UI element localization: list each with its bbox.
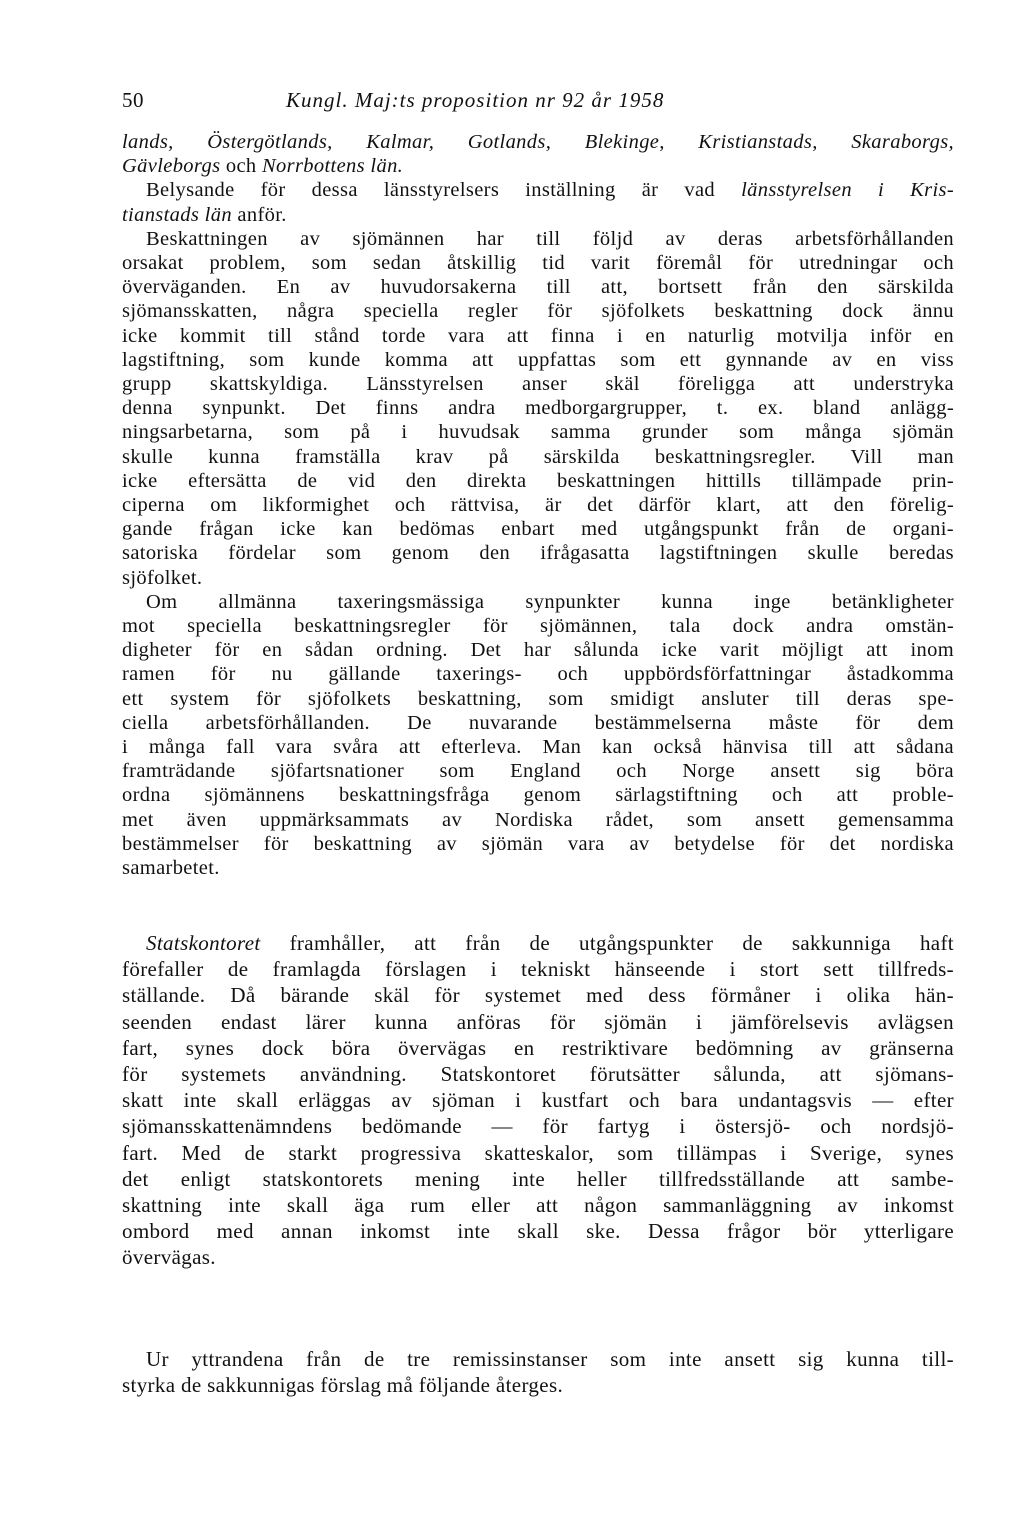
text-line: [122, 1035, 954, 1061]
text-line: [122, 372, 954, 396]
text-run: tianstads län: [122, 203, 232, 226]
text-run: samarbetet.: [122, 857, 220, 880]
text-line: [122, 1192, 954, 1218]
text-run: och: [220, 155, 263, 178]
text-line: [122, 445, 954, 469]
text-line: [122, 1166, 954, 1192]
text-run: Norrbottens län.: [262, 155, 404, 178]
text-run: fart. Med de starkt progressiva skatteskalor, som tillämpas i Sverige, synes: [122, 1140, 954, 1165]
text-line: [122, 808, 954, 832]
text-line: [122, 1346, 954, 1372]
text-run: orsakat problem, som sedan åtskillig tid varit föremål för utredningar och: [122, 252, 954, 275]
text-run: framhåller, att från de utgångspunkter de sakkunniga haft: [260, 931, 954, 955]
text-run: ett system för sjöfolkets beskattning, som smidigt ansluter till deras spe-: [122, 687, 954, 710]
text-line: [122, 493, 954, 517]
text-run: för systemets användning. Statskontoret förutsätter sålunda, att sjömans-: [122, 1062, 954, 1087]
body-section-3: [122, 1346, 954, 1398]
text-line: [122, 1087, 954, 1113]
text-run: gande frågan icke kan bedömas enbart med utgångspunkt från de organi-: [122, 518, 954, 541]
text-line: [122, 299, 954, 323]
text-line: [122, 566, 954, 590]
text-line: [122, 783, 954, 807]
text-line: [122, 420, 954, 444]
text-run: Ur yttrandena från de tre remissinstanser som inte ansett sig kunna till-: [146, 1347, 954, 1371]
text-run: överväganden. En av huvudorsakerna till att, bortsett från den särskilda: [122, 276, 954, 299]
text-run: lagstiftning, som kunde komma att uppfattas som ett gynnande av en viss: [122, 348, 954, 371]
text-line: [122, 1140, 954, 1166]
text-run: ombord med annan inkomst inte skall ske. Dessa frågor bör ytterligare: [122, 1219, 954, 1244]
text-run: ciella arbetsförhållanden. De nuvarande bestämmelserna måste för dem: [122, 711, 954, 734]
text-line: [122, 856, 954, 880]
text-run: bestämmelser för beskattning av sjömän vara av betydelse för det nordiska: [122, 832, 954, 855]
text-line: [122, 324, 954, 348]
text-line: [122, 1218, 954, 1244]
text-run: icke eftersätta de vid den direkta beskattningen hittills tillämpade prin-: [122, 469, 954, 492]
text-line: [122, 930, 954, 956]
text-line: [122, 590, 954, 614]
text-run: förefaller de framlagda förslagen i tekniskt hänseende i stort sett tillfreds-: [122, 957, 954, 982]
text-line: [122, 956, 954, 982]
text-run: skulle kunna framställa krav på särskilda beskattningsregler. Vill man: [122, 445, 954, 468]
body-section-1: [122, 130, 954, 880]
running-title: Kungl. Maj:ts proposition nr 92 år 1958: [286, 88, 665, 112]
text-line: [122, 687, 954, 711]
text-run: satoriska fördelar som genom den ifrågasatta lagstiftningen skulle beredas: [122, 542, 954, 565]
text-run: icke kommit till stånd torde vara att finna i en naturlig motvilja inför en: [122, 324, 954, 347]
text-line: [122, 348, 954, 372]
text-run: met även uppmärksammats av Nordiska rådet, som ansett gemensamma: [122, 808, 954, 831]
text-run: Beskattningen av sjömännen har till följd av deras arbetsförhållanden: [146, 227, 954, 250]
text-run: anför.: [231, 203, 287, 226]
text-run: Om allmänna taxeringsmässiga synpunkter kunna inge betänkligheter: [146, 590, 954, 613]
text-line: [122, 662, 954, 686]
text-line: [122, 130, 954, 154]
text-line: [122, 178, 954, 202]
text-run: i många fall vara svåra att efterleva. Man kan också hänvisa till att sådana: [122, 736, 954, 759]
text-run: framträdande sjöfartsnationer som England och Norge ansett sig böra: [122, 760, 954, 783]
text-run: det enligt statskontorets mening inte heller tillfredsställande att sambe-: [122, 1166, 954, 1191]
text-run: digheter för en sådan ordning. Det har sålunda icke varit möjligt att inom: [122, 639, 954, 662]
body-section-2: [122, 930, 954, 1271]
text-run: ordna sjömännens beskattningsfråga genom särlagstiftning och att proble-: [122, 784, 954, 807]
text-line: [122, 1009, 954, 1035]
text-run: skatt inte skall erläggas av sjöman i kustfart och bara undantagsvis — efter: [122, 1088, 954, 1113]
text-run: lands, Östergötlands, Kalmar, Gotlands, Blekinge, Kristianstads, Skaraborgs,: [122, 131, 954, 153]
page-number: 50: [122, 88, 144, 112]
text-run: sjömansskattenämndens bedömande — för fartyg i östersjö- och nordsjö-: [122, 1114, 954, 1139]
text-line: [122, 517, 954, 541]
text-line: [122, 614, 954, 638]
text-run: fart, synes dock böra övervägas en restriktivare bedömning av gränserna: [122, 1035, 954, 1060]
text-run: styrka de sakkunnigas förslag må följande återges.: [122, 1373, 564, 1398]
text-line: [122, 275, 954, 299]
text-line: [122, 1372, 954, 1398]
text-line: [122, 203, 954, 227]
text-line: [122, 735, 954, 759]
text-line: [122, 982, 954, 1008]
text-line: [122, 154, 954, 178]
text-run: sjöfolket.: [122, 566, 203, 589]
text-line: [122, 396, 954, 420]
text-run: sjömansskatten, några speciella regler för sjöfolkets beskattning dock ännu: [122, 300, 954, 323]
text-run: Belysande för dessa länsstyrelsers inställning är vad: [146, 179, 742, 202]
text-line: [122, 832, 954, 856]
text-run: ramen för nu gällande taxerings- och uppbördsförfattningar åstadkomma: [122, 663, 954, 686]
text-run: Statskontoret: [146, 931, 261, 955]
text-run: mot speciella beskattningsregler för sjömännen, tala dock andra omstän-: [122, 615, 954, 638]
text-run: ningsarbetarna, som på i huvudsak samma grunder som många sjömän: [122, 421, 954, 444]
text-run: övervägas.: [122, 1245, 216, 1270]
text-line: [122, 469, 954, 493]
text-run: ställande. Då bärande skäl för systemet med dess förmåner i olika hän-: [122, 983, 954, 1008]
text-line: [122, 759, 954, 783]
text-line: [122, 711, 954, 735]
text-line: [122, 1244, 954, 1270]
text-run: denna synpunkt. Det finns andra medborgargrupper, t. ex. bland anlägg-: [122, 397, 954, 420]
text-run: grupp skattskyldiga. Länsstyrelsen anser skäl föreligga att understryka: [122, 373, 954, 396]
text-run: ciperna om likformighet och rättvisa, är det därför klart, att den förelig-: [122, 494, 954, 517]
text-run: skattning inte skall äga rum eller att någon sammanläggning av inkomst: [122, 1193, 954, 1218]
text-run: seenden endast lärer kunna anföras för sjömän i jämförelsevis avlägsen: [122, 1009, 954, 1034]
text-line: [122, 1061, 954, 1087]
text-line: [122, 541, 954, 565]
text-run: Gävleborgs: [122, 155, 221, 178]
text-line: [122, 638, 954, 662]
text-line: [122, 227, 954, 251]
text-line: [122, 251, 954, 275]
text-run: länsstyrelsen i Kris-: [741, 179, 954, 202]
text-line: [122, 1113, 954, 1139]
page-header: [122, 88, 954, 118]
